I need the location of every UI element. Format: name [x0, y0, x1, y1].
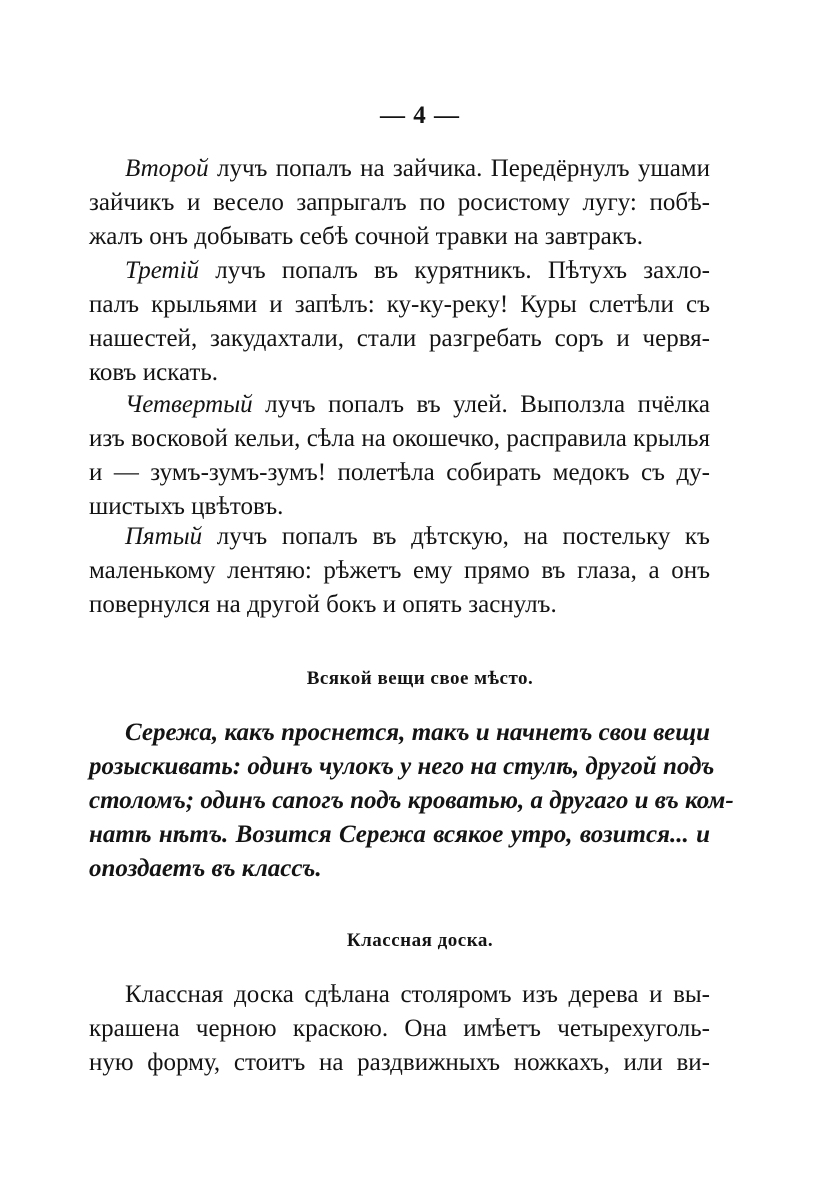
section-heading: Всякой вещи свое мѣсто. [306, 668, 534, 689]
paragraph-second-ray [89, 152, 710, 254]
paragraph-line [125, 254, 710, 288]
paragraph-fifth-ray [89, 520, 710, 622]
paragraph-line: нашестей, закудахтали, стали разгребать соръ и червя- [89, 325, 710, 352]
paragraph-line [125, 152, 710, 186]
paragraph-line: ную форму, стоитъ на раздвижныхъ ножкахъ, или ви- [89, 1049, 710, 1076]
paragraph-line: крашена черною краскою. Она имѣетъ четырехуголь- [89, 1015, 710, 1042]
paragraph-line-text: лучъ попалъ на зайчика. Передёрнулъ ушами [208, 155, 710, 182]
paragraph-line: жалъ онъ добывать себѣ сочной травки на завтракъ. [89, 223, 644, 250]
paragraph-third-ray [89, 254, 710, 390]
paragraph-line: палъ крыльями и запѣлъ: ку-ку-реку! Куры слетѣли съ [89, 291, 710, 318]
paragraph-line: повернулся на другой бокъ и опять заснулъ. [89, 591, 557, 618]
paragraph-line: и — зумъ-зумъ-зумъ! полетѣла собирать медокъ съ ду- [89, 459, 710, 486]
paragraph-line: ковъ искать. [89, 359, 219, 386]
paragraph-line-text: лучъ попалъ въ дѣтскую, на постельку къ [202, 523, 710, 550]
paragraph-fourth-ray [89, 388, 710, 524]
paragraph-line [125, 520, 710, 554]
section-paragraph-blackboard [89, 978, 710, 1080]
paragraph-line: шистыхъ цвѣтовъ. [89, 493, 284, 520]
paragraph-line: опоздаетъ въ классъ. [89, 855, 322, 882]
paragraph-line: розыскивать: одинъ чулокъ у него на стулѣ, другой подъ [89, 753, 715, 780]
paragraph-line: Сережа, какъ проснется, такъ и начнетъ свои вещи [125, 719, 710, 746]
paragraph-lead-word: Третій [125, 257, 200, 284]
paragraph-line: маленькому лентяю: рѣжетъ ему прямо въ глаза, а онъ [89, 557, 710, 584]
paragraph-lead-word: Четвертый [125, 391, 253, 418]
paragraph-lead-word: Пятый [125, 523, 203, 550]
paragraph-line [125, 388, 710, 422]
paragraph-line-text: лучъ попалъ въ улей. Выползла пчёлка [252, 391, 710, 418]
paragraph-lead-word: Второй [125, 155, 209, 182]
page-number: — 4 — [380, 102, 460, 129]
paragraph-line: столомъ; одинъ сапогъ подъ кроватью, а другаго и въ ком- [89, 787, 734, 814]
paragraph-line: натѣ нѣтъ. Возится Сережа всякое утро, возится... и [89, 821, 710, 848]
section-paragraph-seryozha [89, 716, 734, 886]
paragraph-line: зайчикъ и весело запрыгалъ по росистому лугу: побѣ- [89, 189, 710, 216]
paragraph-line: Классная доска сдѣлана столяромъ изъ дерева и вы- [125, 981, 710, 1008]
section-heading: Классная доска. [346, 930, 494, 951]
paragraph-line-text: лучъ попалъ въ курятникъ. Пѣтухъ захло- [199, 257, 710, 284]
paragraph-line: изъ восковой кельи, сѣла на окошечко, расправила крылья [89, 425, 710, 452]
